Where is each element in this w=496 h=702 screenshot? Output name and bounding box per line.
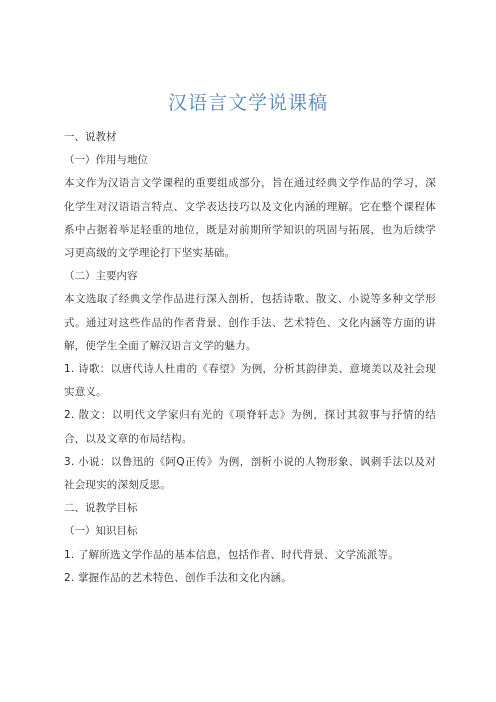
list-item-objective-2: 2. 掌握作品的艺术特色、创作手法和文化内涵。: [64, 571, 292, 584]
subsection-heading-knowledge: （一）知识目标: [64, 525, 138, 538]
section-heading-textbook: 一、说教材: [64, 131, 117, 143]
paragraph-role: 本文作为汉语言文学课程的重要组成部分，旨在通过经典文学作品的学习，深化学生对汉语语言特点、文学表达技巧以及文化内涵的理解。它在整个课程体系中占据着举足轻重的地位，既是对前期所学知识的巩固与拓展，也为后续学习更高级的文学理论打下坚实基础。: [64, 177, 436, 260]
list-item-poetry: 1. 诗歌：以唐代诗人杜甫的《春望》为例，分析其韵律美、意境美以及社会现实意义。: [64, 363, 436, 399]
section-heading-objectives: 二、说教学目标: [64, 502, 138, 515]
document-body: [64, 126, 436, 590]
subsection-heading-role: （一）作用与地位: [64, 154, 148, 167]
document-title: 汉语言文学说课稿: [167, 92, 328, 114]
paragraph-content: 本文选取了经典文学作品进行深入剖析，包括诗歌、散文、小说等多种文学形式。通过对这些作品的作者背景、创作手法、艺术特色、文化内涵等方面的讲解，使学生全面了解汉语言文学的魅力。: [64, 293, 436, 352]
subsection-heading-content: （二）主要内容: [64, 270, 138, 283]
list-item-novel: 3. 小说：以鲁迅的《阿Q正传》为例，剖析小说的人物形象、讽刺手法以及对社会现实的深刻反思。: [64, 455, 436, 492]
list-item-prose: 2. 散文：以明代文学家归有光的《项脊轩志》为例，探讨其叙事与抒情的结合，以及文章的布局结构。: [64, 409, 436, 445]
list-item-objective-1: 1. 了解所选文学作品的基本信息，包括作者、时代背景、文学流派等。: [64, 548, 399, 561]
